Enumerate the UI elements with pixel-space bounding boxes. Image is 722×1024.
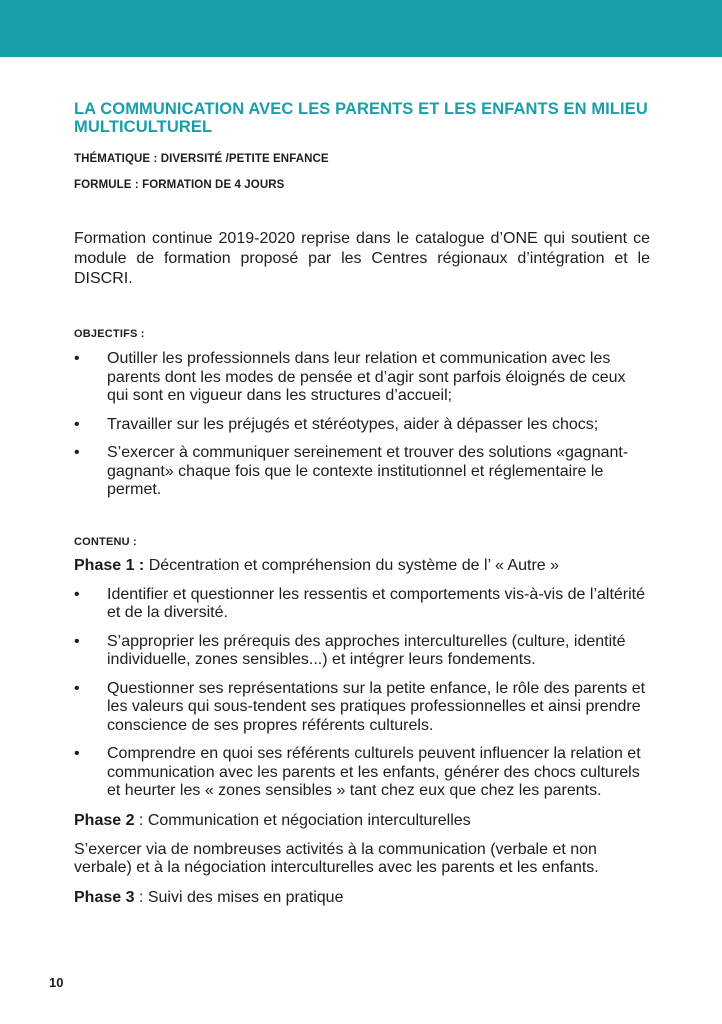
list-item: • Travailler sur les préjugés et stéréotypes, aider à dépasser les chocs; [74, 416, 650, 435]
list-item: • Questionner ses représentations sur la petite enfance, le rôle des parents et les valeurs qui sous-tendent ses pratiques professionnelles et ainsi prendre conscience de ses propres référents culturels. [74, 680, 650, 736]
intro-paragraph: Formation continue 2019-2020 reprise dans le catalogue d’ONE qui soutient ce module de formation proposé par les Centres régionaux d’intégration et le DISCRI. [74, 230, 650, 287]
phase-2-text: : Communication et négociation interculturelles [134, 811, 471, 829]
thematique-line: THÉMATIQUE : DIVERSITÉ /PETITE ENFANCE [74, 153, 329, 165]
contenu-heading: CONTENU : [74, 535, 137, 548]
phase-3-line [74, 888, 650, 908]
phase-1-text: Décentration et compréhension du système de l’ « Autre » [144, 556, 560, 574]
phase-3-label: Phase 3 [74, 888, 135, 906]
phase-2-label: Phase 2 [74, 811, 135, 829]
objectifs-heading: OBJECTIFS : [74, 328, 145, 340]
phase-2-paragraph: S’exercer via de nombreuses activités à la communication (verbale et non verbale) et à la négociation interculturelles avec les parents et les enfants. [74, 840, 599, 876]
list-item: • Comprendre en quoi ses référents culturels peuvent influencer la relation et communication avec les parents et les enfants, générer des chocs culturels et heurter les « zones sensibles » tant chez eux que chez les parents. [74, 745, 650, 801]
phase-1-line [74, 556, 650, 576]
list-item: • Identifier et questionner les ressentis et comportements vis-à-vis de l’altérité et de la diversité. [74, 586, 650, 623]
phase-2-line [74, 811, 650, 831]
list-item: • S’exercer à communiquer sereinement et trouver des solutions «gagnant-gagnant» chaque fois que le contexte institutionnel et réglementaire le permet. [74, 444, 650, 500]
formule-line: FORMULE : FORMATION DE 4 JOURS [74, 179, 285, 191]
page-title: LA COMMUNICATION AVEC LES PARENTS ET LES ENFANTS EN MILIEU MULTICULTUREL [74, 100, 648, 136]
objectifs-list [74, 350, 650, 500]
phase-1-label: Phase 1 : [74, 556, 145, 574]
page-content [74, 100, 650, 908]
header-color-band [0, 0, 722, 57]
list-item: • S’approprier les prérequis des approches interculturelles (culture, identité individuelle, zones sensibles...) et intégrer leurs fondements. [74, 633, 650, 670]
phase-1-list [74, 586, 650, 801]
phase-3-text: : Suivi des mises en pratique [134, 888, 344, 906]
list-item: • Outiller les professionnels dans leur relation et communication avec les parents dont les modes de pensée et d’agir sont parfois éloignés de ceux qui sont en vigueur dans les structures d’accueil; [74, 350, 650, 406]
page-number: 10 [49, 975, 64, 990]
